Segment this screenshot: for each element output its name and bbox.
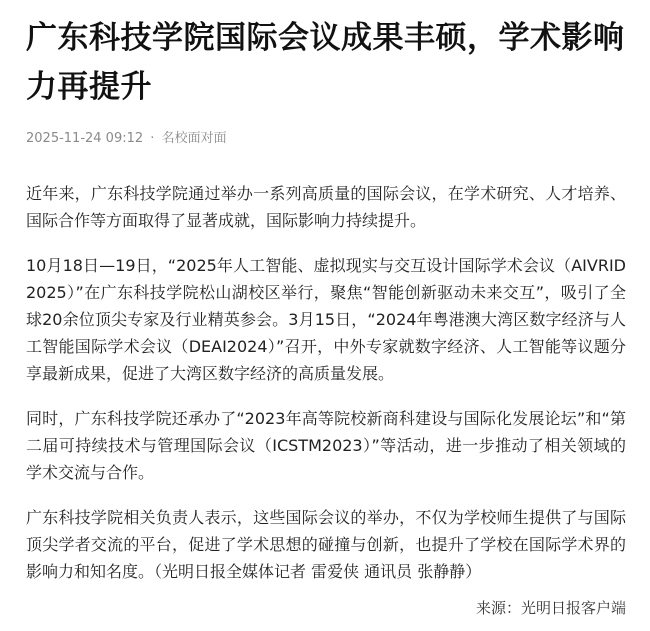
publish-date: 2025-11-24 09:12 [26, 131, 144, 146]
paragraph: 同时，广东科技学院还承办了“2023年高等院校新商科建设与国际化发展论坛”和“第二届可持续技术与管理国际会议（ICSTM2023）”等活动，进一步推动了相关领域的学术交流与合作。 [26, 409, 626, 482]
paragraph: 10月18日—19日，“2025年人工智能、虚拟现实与交互设计国际学术会议（AIVRID 2025）”在广东科技学院松山湖校区举行，聚焦“智能创新驱动未来交互”，吸引了全球20余位顶尖专家及行业精英参会。3月15日，“2024年粤港澳大湾区数字经济与人工智能国际学术会议（DEAI2024）”召开，中外专家就数字经济、人工智能等议题分享最新成果，促进了大湾区数字经济的高质量发展。 [26, 256, 626, 383]
article-body [26, 180, 626, 585]
article-title: 广东科技学院国际会议成果丰硕，学术影响力再提升 [26, 20, 625, 105]
paragraph: 广东科技学院相关负责人表示，这些国际会议的举办，不仅为学校师生提供了与国际顶尖学者交流的平台，促进了学术思想的碰撞与创新，也提升了学校在国际学术界的影响力和知名度。（光明日报全媒体记者 雷爱侠 通讯员 张静静） [26, 508, 626, 581]
author-name[interactable]: 名校面对面 [161, 131, 227, 146]
article-meta [26, 130, 626, 148]
article-source: 来源：光明日报客户端 [475, 599, 626, 617]
meta-separator: · [150, 131, 155, 146]
paragraph: 近年来，广东科技学院通过举办一系列高质量的国际会议，在学术研究、人才培养、国际合作等方面取得了显著成就，国际影响力持续提升。 [26, 184, 626, 230]
